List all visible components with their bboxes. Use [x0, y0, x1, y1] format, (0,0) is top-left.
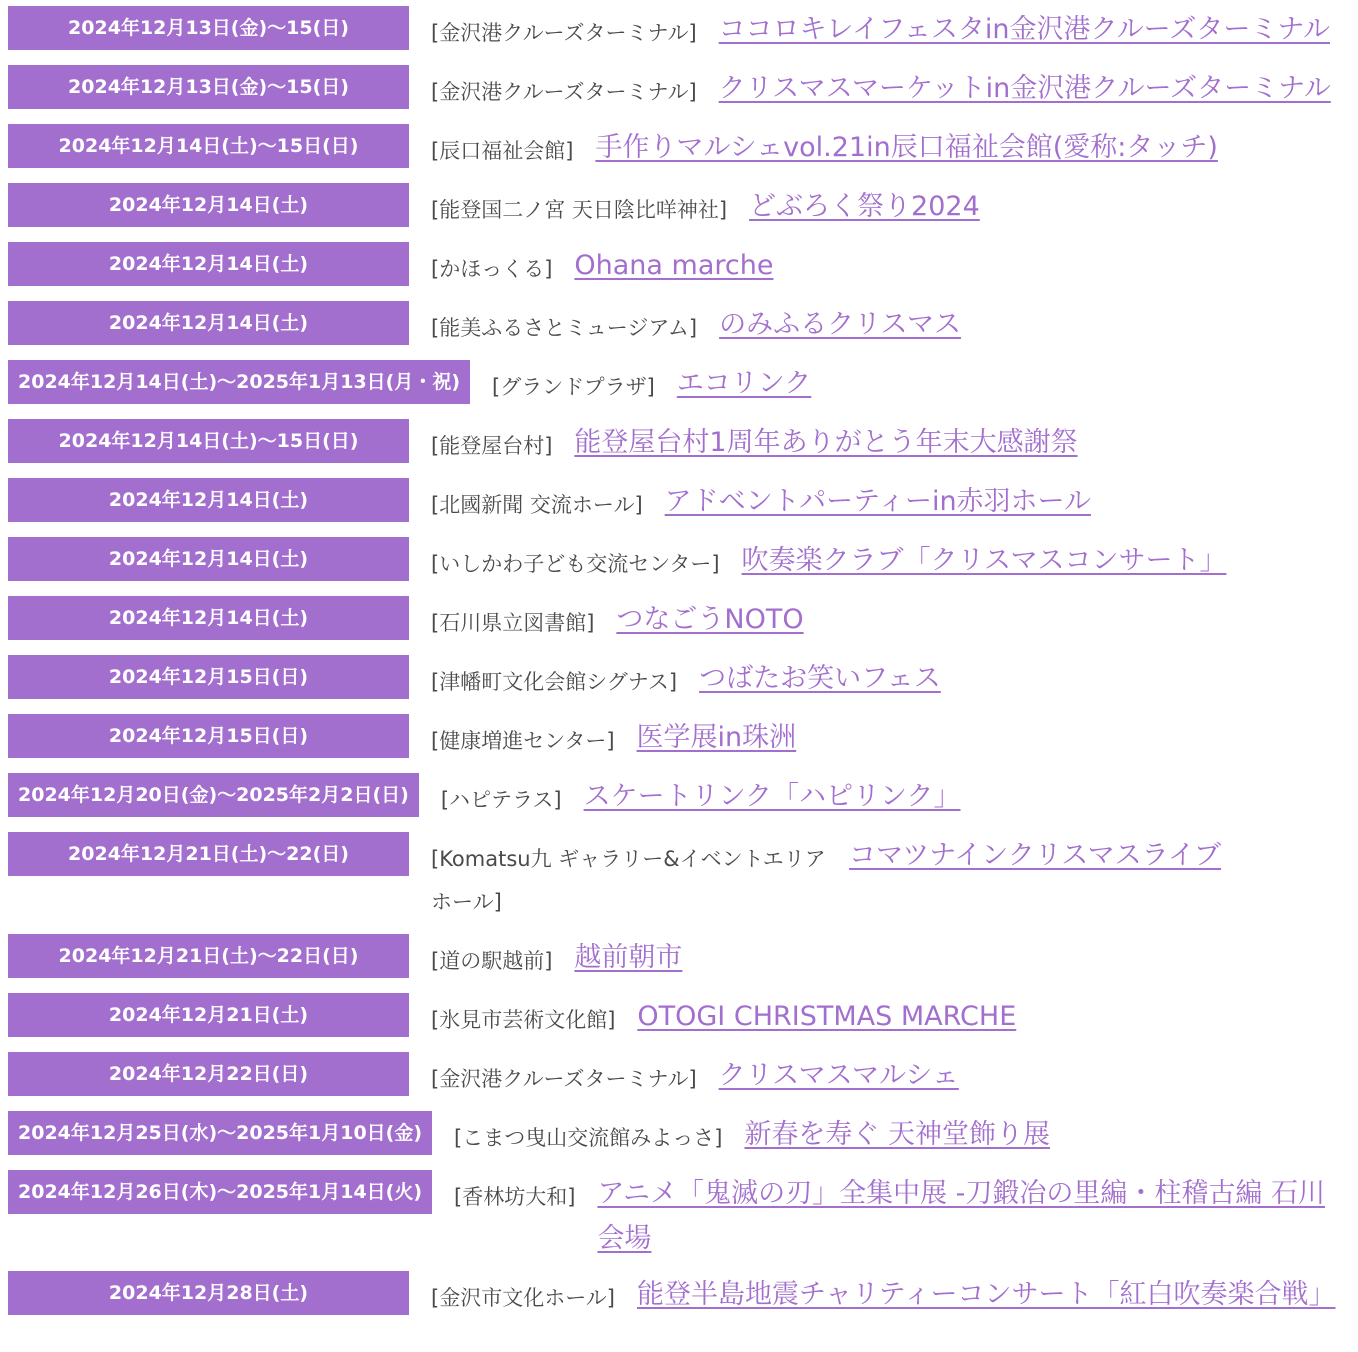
event-date-badge: 2024年12月21日(土)〜22(日)	[8, 832, 409, 876]
event-row	[8, 1170, 1358, 1261]
event-date-badge: 2024年12月14日(土)	[8, 596, 409, 640]
event-date-badge: 2024年12月13日(金)〜15(日)	[8, 65, 409, 109]
event-venue: [津幡町文化会館シグナス]	[431, 670, 678, 694]
event-venue: [金沢港クルーズターミナル]	[431, 21, 697, 45]
event-row	[8, 360, 1358, 409]
event-date-badge: 2024年12月22日(日)	[8, 1052, 409, 1096]
event-date-badge: 2024年12月21日(土)	[8, 993, 409, 1037]
event-venue: [金沢港クルーズターミナル]	[431, 1067, 697, 1091]
event-date-badge: 2024年12月14日(土)〜2025年1月13日(月・祝)	[8, 360, 470, 404]
event-title-link[interactable]: ココロキレイフェスタin金沢港クルーズターミナル	[718, 14, 1330, 45]
event-date-badge: 2024年12月14日(土)〜15日(日)	[8, 124, 409, 168]
event-title-link[interactable]: エコリンク	[676, 368, 812, 399]
event-row	[8, 301, 1358, 350]
event-title-link[interactable]: つばたお笑いフェス	[699, 663, 941, 694]
event-venue: [かほっくる]	[431, 257, 553, 281]
event-row	[8, 6, 1358, 55]
event-venue: [香林坊大和]	[454, 1185, 576, 1209]
event-date-badge: 2024年12月15日(日)	[8, 714, 409, 758]
event-date-badge: 2024年12月13日(金)〜15(日)	[8, 6, 409, 50]
event-venue: [金沢港クルーズターミナル]	[431, 80, 697, 104]
event-row	[8, 596, 1358, 645]
event-venue: [辰口福祉会館]	[431, 139, 574, 163]
event-date-badge: 2024年12月14日(土)〜15日(日)	[8, 419, 409, 463]
event-row	[8, 419, 1358, 468]
event-date-badge: 2024年12月14日(土)	[8, 183, 409, 227]
event-date-badge: 2024年12月14日(土)	[8, 301, 409, 345]
event-row	[8, 478, 1358, 527]
event-row	[8, 993, 1358, 1042]
event-venue: [能登屋台村]	[431, 434, 553, 458]
event-title-link[interactable]: 手作りマルシェvol.21in辰口福祉会館(愛称:タッチ)	[595, 132, 1218, 163]
event-date-badge: 2024年12月14日(土)	[8, 537, 409, 581]
event-title-link[interactable]: スケートリンク「ハピリンク」	[583, 781, 961, 812]
event-date-badge: 2024年12月14日(土)	[8, 242, 409, 286]
event-row	[8, 537, 1358, 586]
event-row	[8, 655, 1358, 704]
event-venue: [金沢市文化ホール]	[431, 1286, 615, 1310]
event-venue: [いしかわ子ども交流センター]	[431, 552, 720, 576]
event-title-link[interactable]: 能登屋台村1周年ありがとう年末大感謝祭	[574, 427, 1078, 458]
event-venue: [健康増進センター]	[431, 729, 615, 753]
event-venue: [ハピテラス]	[440, 788, 562, 812]
event-title-link[interactable]: つなごうNOTO	[616, 604, 804, 635]
event-title-link[interactable]: コマツナインクリスマスライブ	[849, 840, 1222, 871]
event-row	[8, 934, 1358, 983]
event-venue: [能登国二ノ宮 天日陰比咩神社]	[431, 198, 728, 222]
event-title-link[interactable]: 新春を寿ぐ 天神堂飾り展	[744, 1119, 1051, 1150]
event-venue: [氷見市芸術文化館]	[431, 1008, 616, 1032]
event-date-badge: 2024年12月28日(土)	[8, 1271, 409, 1315]
event-title-link[interactable]: OTOGI CHRISTMAS MARCHE	[637, 1001, 1017, 1032]
event-date-badge: 2024年12月26日(木)〜2025年1月14日(火)	[8, 1170, 432, 1214]
event-venue: [北國新聞 交流ホール]	[431, 493, 643, 517]
event-row	[8, 242, 1358, 291]
event-venue: [グランドプラザ]	[492, 375, 655, 399]
event-date-badge: 2024年12月25日(水)〜2025年1月10日(金)	[8, 1111, 432, 1155]
event-title-link[interactable]: Ohana marche	[574, 250, 774, 281]
event-venue: [Komatsu九 ギャラリー&イベントエリア ホール]	[431, 847, 826, 914]
event-date-badge: 2024年12月14日(土)	[8, 478, 409, 522]
event-row	[8, 832, 1358, 924]
event-title-link[interactable]: どぶろく祭り2024	[749, 191, 980, 222]
event-row	[8, 124, 1358, 173]
event-title-link[interactable]: 吹奏楽クラブ「クリスマスコンサート」	[741, 545, 1227, 576]
event-row	[8, 65, 1358, 114]
event-title-link[interactable]: のみふるクリスマス	[719, 309, 961, 340]
event-venue: [能美ふるさとミュージアム]	[431, 316, 698, 340]
event-venue: [道の駅越前]	[431, 949, 553, 973]
event-title-link[interactable]: アドベントパーティーin赤羽ホール	[664, 486, 1092, 517]
event-title-link[interactable]: アニメ「鬼滅の刃」全集中展 -刀鍛冶の里編・柱稽古編 石川会場	[597, 1178, 1325, 1254]
event-row	[8, 1052, 1358, 1101]
event-row	[8, 773, 1358, 822]
event-row	[8, 1111, 1358, 1160]
event-date-badge: 2024年12月21日(土)〜22日(日)	[8, 934, 409, 978]
event-row	[8, 714, 1358, 763]
event-date-badge: 2024年12月15日(日)	[8, 655, 409, 699]
event-date-badge: 2024年12月20日(金)〜2025年2月2日(日)	[8, 773, 419, 817]
event-row	[8, 183, 1358, 232]
event-title-link[interactable]: クリスマスマーケットin金沢港クルーズターミナル	[718, 73, 1331, 104]
event-title-link[interactable]: 能登半島地震チャリティーコンサート「紅白吹奏楽合戦」	[636, 1279, 1336, 1310]
event-venue: [こまつ曳山交流館みよっさ]	[454, 1126, 723, 1150]
event-row	[8, 1271, 1358, 1320]
event-venue: [石川県立図書館]	[431, 611, 595, 635]
event-title-link[interactable]: 医学展in珠洲	[636, 722, 797, 753]
event-title-link[interactable]: 越前朝市	[574, 942, 683, 973]
event-title-link[interactable]: クリスマスマルシェ	[718, 1060, 959, 1091]
